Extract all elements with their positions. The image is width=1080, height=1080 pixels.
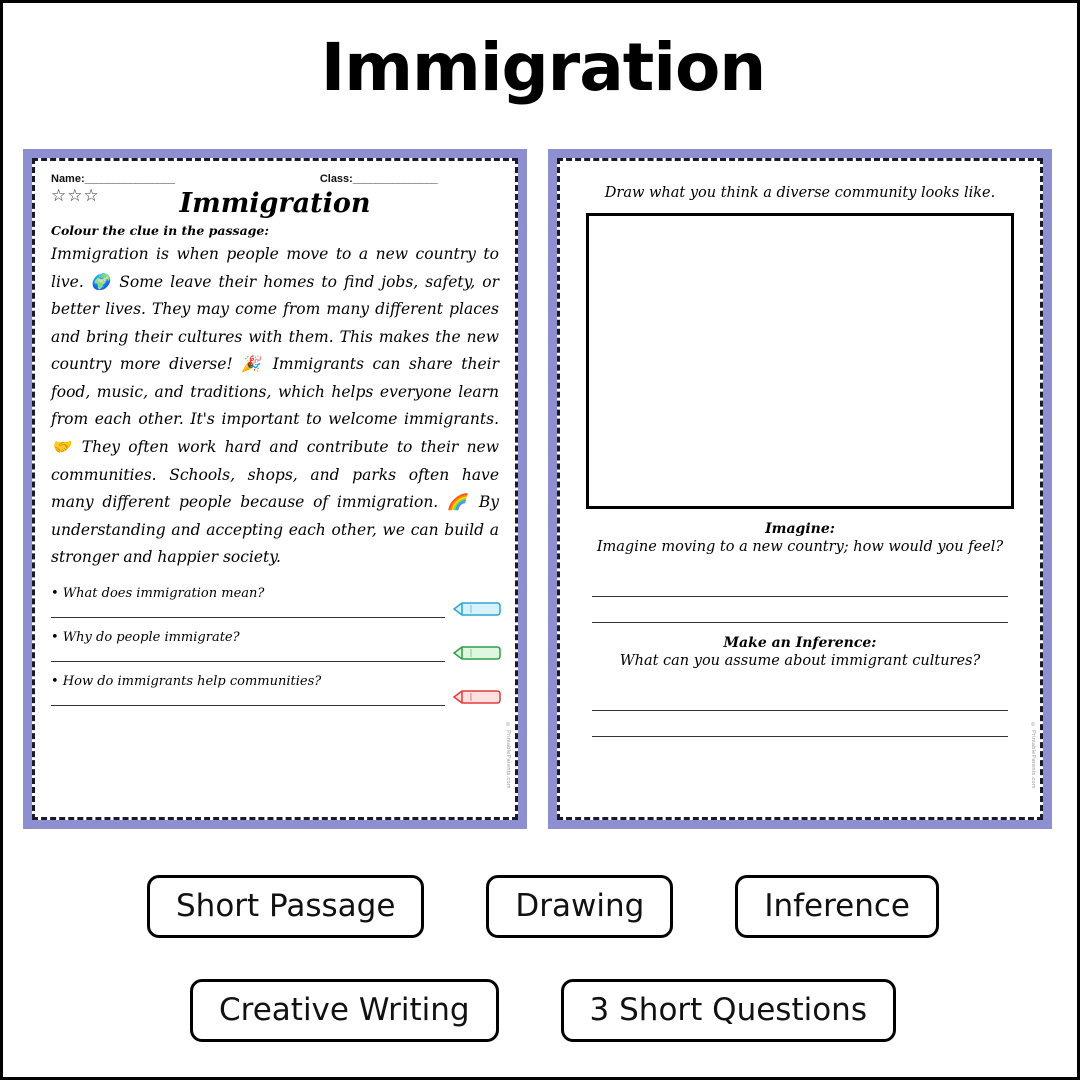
class-blank: _______________ [352,173,438,185]
student-info-row [51,173,499,185]
class-label: Class: [319,173,353,185]
feature-pill-short-passage[interactable]: Short Passage [147,875,424,938]
imagine-answer-lines [592,571,1008,623]
worksheet-heading: Immigration [179,188,371,219]
imagine-heading: Imagine: [765,521,835,537]
worksheet-page-left [23,149,527,829]
inference-heading: Make an Inference: [723,635,877,651]
feature-pill-3-short-questions[interactable]: 3 Short Questions [561,979,896,1042]
answer-line[interactable] [592,571,1008,597]
copyright-right: © PrintableParents.com [1030,722,1036,789]
page-title: Immigration [320,29,766,106]
crayon-green-icon [451,644,501,662]
name-blank: ________________ [84,173,175,185]
imagine-prompt: Imagine moving to a new country; how would you feel? [596,539,1004,555]
passage-text: Immigration is when people move to a new country to live. 🌍 Some leave their homes to find jobs, safety, or better lives. They may come from many different places and bring their cultures with them. This makes the new country more diverse! 🎉 Immigrants can share their food, music, and traditions, which helps everyone learn from each other. It's important to welcome immigrants. 🤝 They often work hard and contribute to their new communities. Schools, shops, and parks often have many different people because of immigration. 🌈 By understanding and accepting each other, we can build a stronger and happier society. [51,245,499,567]
answer-line[interactable] [592,597,1008,623]
rating-stars[interactable]: ☆☆☆ [51,186,100,205]
crayon-blue-icon [451,600,501,618]
feature-pills-row-2 [3,979,1080,1042]
questions-list [51,586,499,706]
answer-line[interactable] [592,685,1008,711]
name-field[interactable] [51,173,302,185]
copyright-left: © PrintableParents.com [505,722,511,789]
feature-pill-inference[interactable]: Inference [735,875,939,938]
answer-line[interactable] [51,705,445,706]
worksheet-page-right [548,149,1052,829]
question-block-2 [51,630,499,662]
question-text: • How do immigrants help communities? [51,673,322,689]
answer-line[interactable] [592,711,1008,737]
worksheet-right-inner [557,158,1043,820]
feature-pills-row-1 [3,875,1080,938]
drawing-area[interactable] [586,213,1014,509]
answer-line[interactable] [51,617,445,618]
feature-pill-drawing[interactable]: Drawing [486,875,673,938]
question-block-1 [51,586,499,618]
crayon-red-icon [451,688,501,706]
question-text: • Why do people immigrate? [51,629,240,645]
inference-prompt: What can you assume about immigrant cultures? [619,653,981,669]
name-label: Name: [51,173,85,185]
class-field[interactable] [320,173,499,185]
drawing-prompt: Draw what you think a diverse community looks like. [604,185,996,201]
question-block-3 [51,674,499,706]
instruction-text: Colour the clue in the passage: [51,223,269,238]
inference-answer-lines [592,685,1008,737]
question-text: • What does immigration mean? [51,585,265,601]
answer-line[interactable] [51,661,445,662]
feature-pill-creative-writing[interactable]: Creative Writing [190,979,499,1042]
worksheet-left-inner [32,158,518,820]
